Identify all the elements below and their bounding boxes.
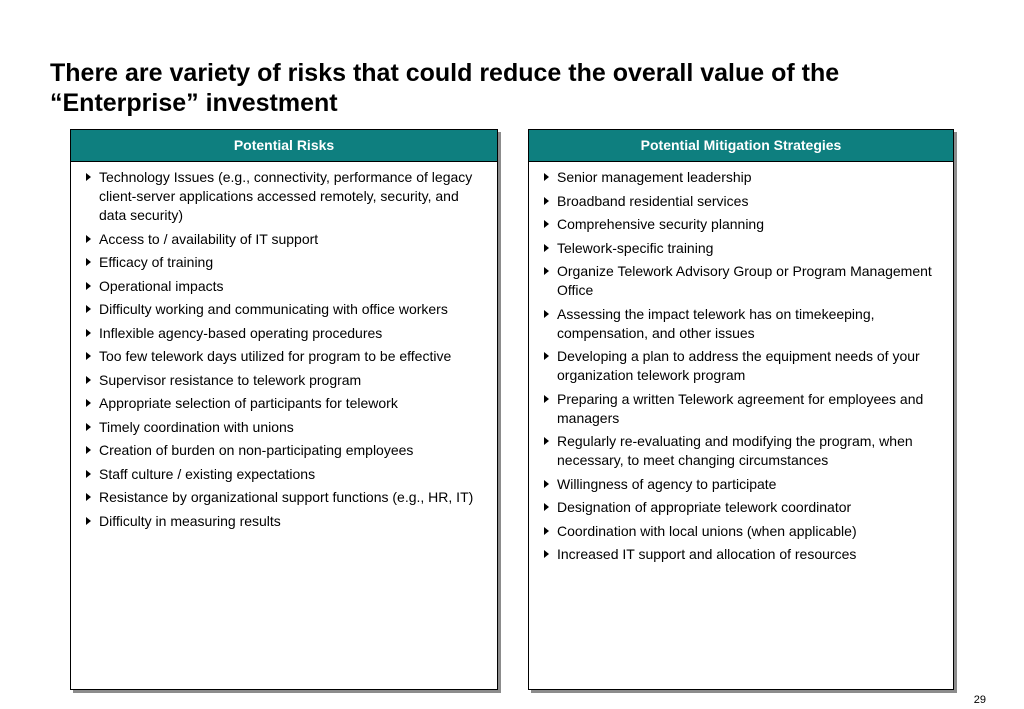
- list-item-text: Coordination with local unions (when applicable): [557, 522, 857, 539]
- triangle-right-icon: [544, 480, 549, 488]
- list-item: [543, 215, 939, 234]
- list-item-text: Difficulty working and communicating with office workers: [99, 301, 448, 317]
- list-item: [543, 522, 939, 541]
- triangle-right-icon: [86, 423, 91, 431]
- list-item: [543, 498, 939, 517]
- list-item: [543, 168, 939, 187]
- triangle-right-icon: [86, 470, 91, 478]
- list-item-text: Regularly re-evaluating and modifying the program, when necessary, to meet changing circumstances: [557, 433, 913, 468]
- list-item-text: Efficacy of training: [99, 254, 214, 270]
- list-item: [543, 239, 939, 258]
- list-item-text: Staff culture / existing expectations: [99, 465, 316, 482]
- triangle-right-icon: [86, 376, 91, 384]
- potential-risks-panel: [70, 129, 498, 690]
- list-item: [543, 262, 939, 300]
- list-item: [85, 441, 483, 460]
- triangle-right-icon: [86, 235, 91, 243]
- triangle-right-icon: [544, 395, 549, 403]
- list-item: [85, 253, 483, 272]
- triangle-right-icon: [86, 258, 91, 266]
- triangle-right-icon: [544, 244, 549, 252]
- list-item: [85, 300, 483, 319]
- triangle-right-icon: [86, 173, 91, 181]
- triangle-right-icon: [86, 517, 91, 525]
- triangle-right-icon: [544, 220, 549, 228]
- list-item: [85, 168, 483, 225]
- list-item: [543, 305, 939, 343]
- triangle-right-icon: [86, 493, 91, 501]
- triangle-right-icon: [86, 329, 91, 337]
- triangle-right-icon: [86, 399, 91, 407]
- triangle-right-icon: [86, 282, 91, 290]
- list-item: [85, 324, 483, 343]
- list-item-text: Designation of appropriate telework coordinator: [557, 499, 852, 515]
- potential-risks-list: [71, 162, 497, 531]
- title-line-2: “Enterprise” investment: [50, 89, 338, 117]
- list-item-text: Comprehensive security planning: [557, 216, 764, 232]
- list-item-text: Access to / availability of IT support: [99, 230, 319, 247]
- mitigation-strategies-list: [529, 162, 953, 564]
- title-line-1: There are variety of risks that could reduce the overall value of the: [50, 59, 840, 87]
- list-item: [543, 545, 939, 564]
- list-item-text: Resistance by organizational support functions (e.g., HR, IT): [99, 489, 474, 505]
- list-item: [85, 230, 483, 249]
- list-item-text: Developing a plan to address the equipment needs of your organization telework program: [557, 348, 920, 383]
- mitigation-strategies-panel: [528, 129, 954, 690]
- list-item-text: Difficulty in measuring results: [99, 512, 281, 529]
- list-item-text: Technology Issues (e.g., connectivity, performance of legacy client-server applications accessed remotely, security, and data security): [99, 169, 473, 223]
- triangle-right-icon: [544, 550, 549, 558]
- triangle-right-icon: [544, 352, 549, 360]
- list-item-text: Organize Telework Advisory Group or Program Management Office: [557, 263, 932, 298]
- triangle-right-icon: [544, 527, 549, 535]
- list-item-text: Operational impacts: [99, 277, 224, 294]
- triangle-right-icon: [544, 437, 549, 445]
- triangle-right-icon: [86, 352, 91, 360]
- list-item: [85, 512, 483, 531]
- list-item-text: Senior management leadership: [557, 169, 752, 185]
- list-item: [543, 347, 939, 385]
- list-item-text: Assessing the impact telework has on timekeeping, compensation, and other issues: [557, 305, 875, 341]
- page-number: 29: [973, 694, 986, 706]
- list-item: [85, 488, 483, 507]
- list-item-text: Preparing a written Telework agreement for employees and managers: [557, 390, 924, 426]
- list-item: [85, 465, 483, 484]
- list-item-text: Broadband residential services: [557, 192, 749, 209]
- list-item: [543, 475, 939, 494]
- list-item-text: Telework-specific training: [557, 239, 714, 256]
- triangle-right-icon: [544, 310, 549, 318]
- mitigation-strategies-header: Potential Mitigation Strategies: [529, 130, 953, 162]
- list-item-text: Willingness of agency to participate: [557, 475, 777, 492]
- triangle-right-icon: [86, 305, 91, 313]
- triangle-right-icon: [544, 267, 549, 275]
- list-item: [85, 394, 483, 413]
- triangle-right-icon: [544, 197, 549, 205]
- potential-risks-header: Potential Risks: [71, 130, 497, 162]
- list-item-text: Timely coordination with unions: [99, 418, 294, 435]
- triangle-right-icon: [544, 173, 549, 181]
- slide-title: [50, 58, 1000, 118]
- list-item-text: Appropriate selection of participants for telework: [99, 395, 398, 411]
- list-item: [543, 390, 939, 428]
- list-item: [543, 432, 939, 470]
- list-item-text: Creation of burden on non-participating employees: [99, 442, 414, 458]
- list-item-text: Too few telework days utilized for program to be effective: [99, 348, 452, 364]
- list-item: [85, 277, 483, 296]
- list-item-text: Increased IT support and allocation of resources: [557, 546, 857, 562]
- list-item-text: Supervisor resistance to telework program: [99, 371, 362, 388]
- list-item: [85, 347, 483, 366]
- triangle-right-icon: [544, 503, 549, 511]
- list-item: [85, 418, 483, 437]
- list-item: [85, 371, 483, 390]
- triangle-right-icon: [86, 446, 91, 454]
- list-item: [543, 192, 939, 211]
- list-item-text: Inflexible agency-based operating procedures: [99, 324, 383, 341]
